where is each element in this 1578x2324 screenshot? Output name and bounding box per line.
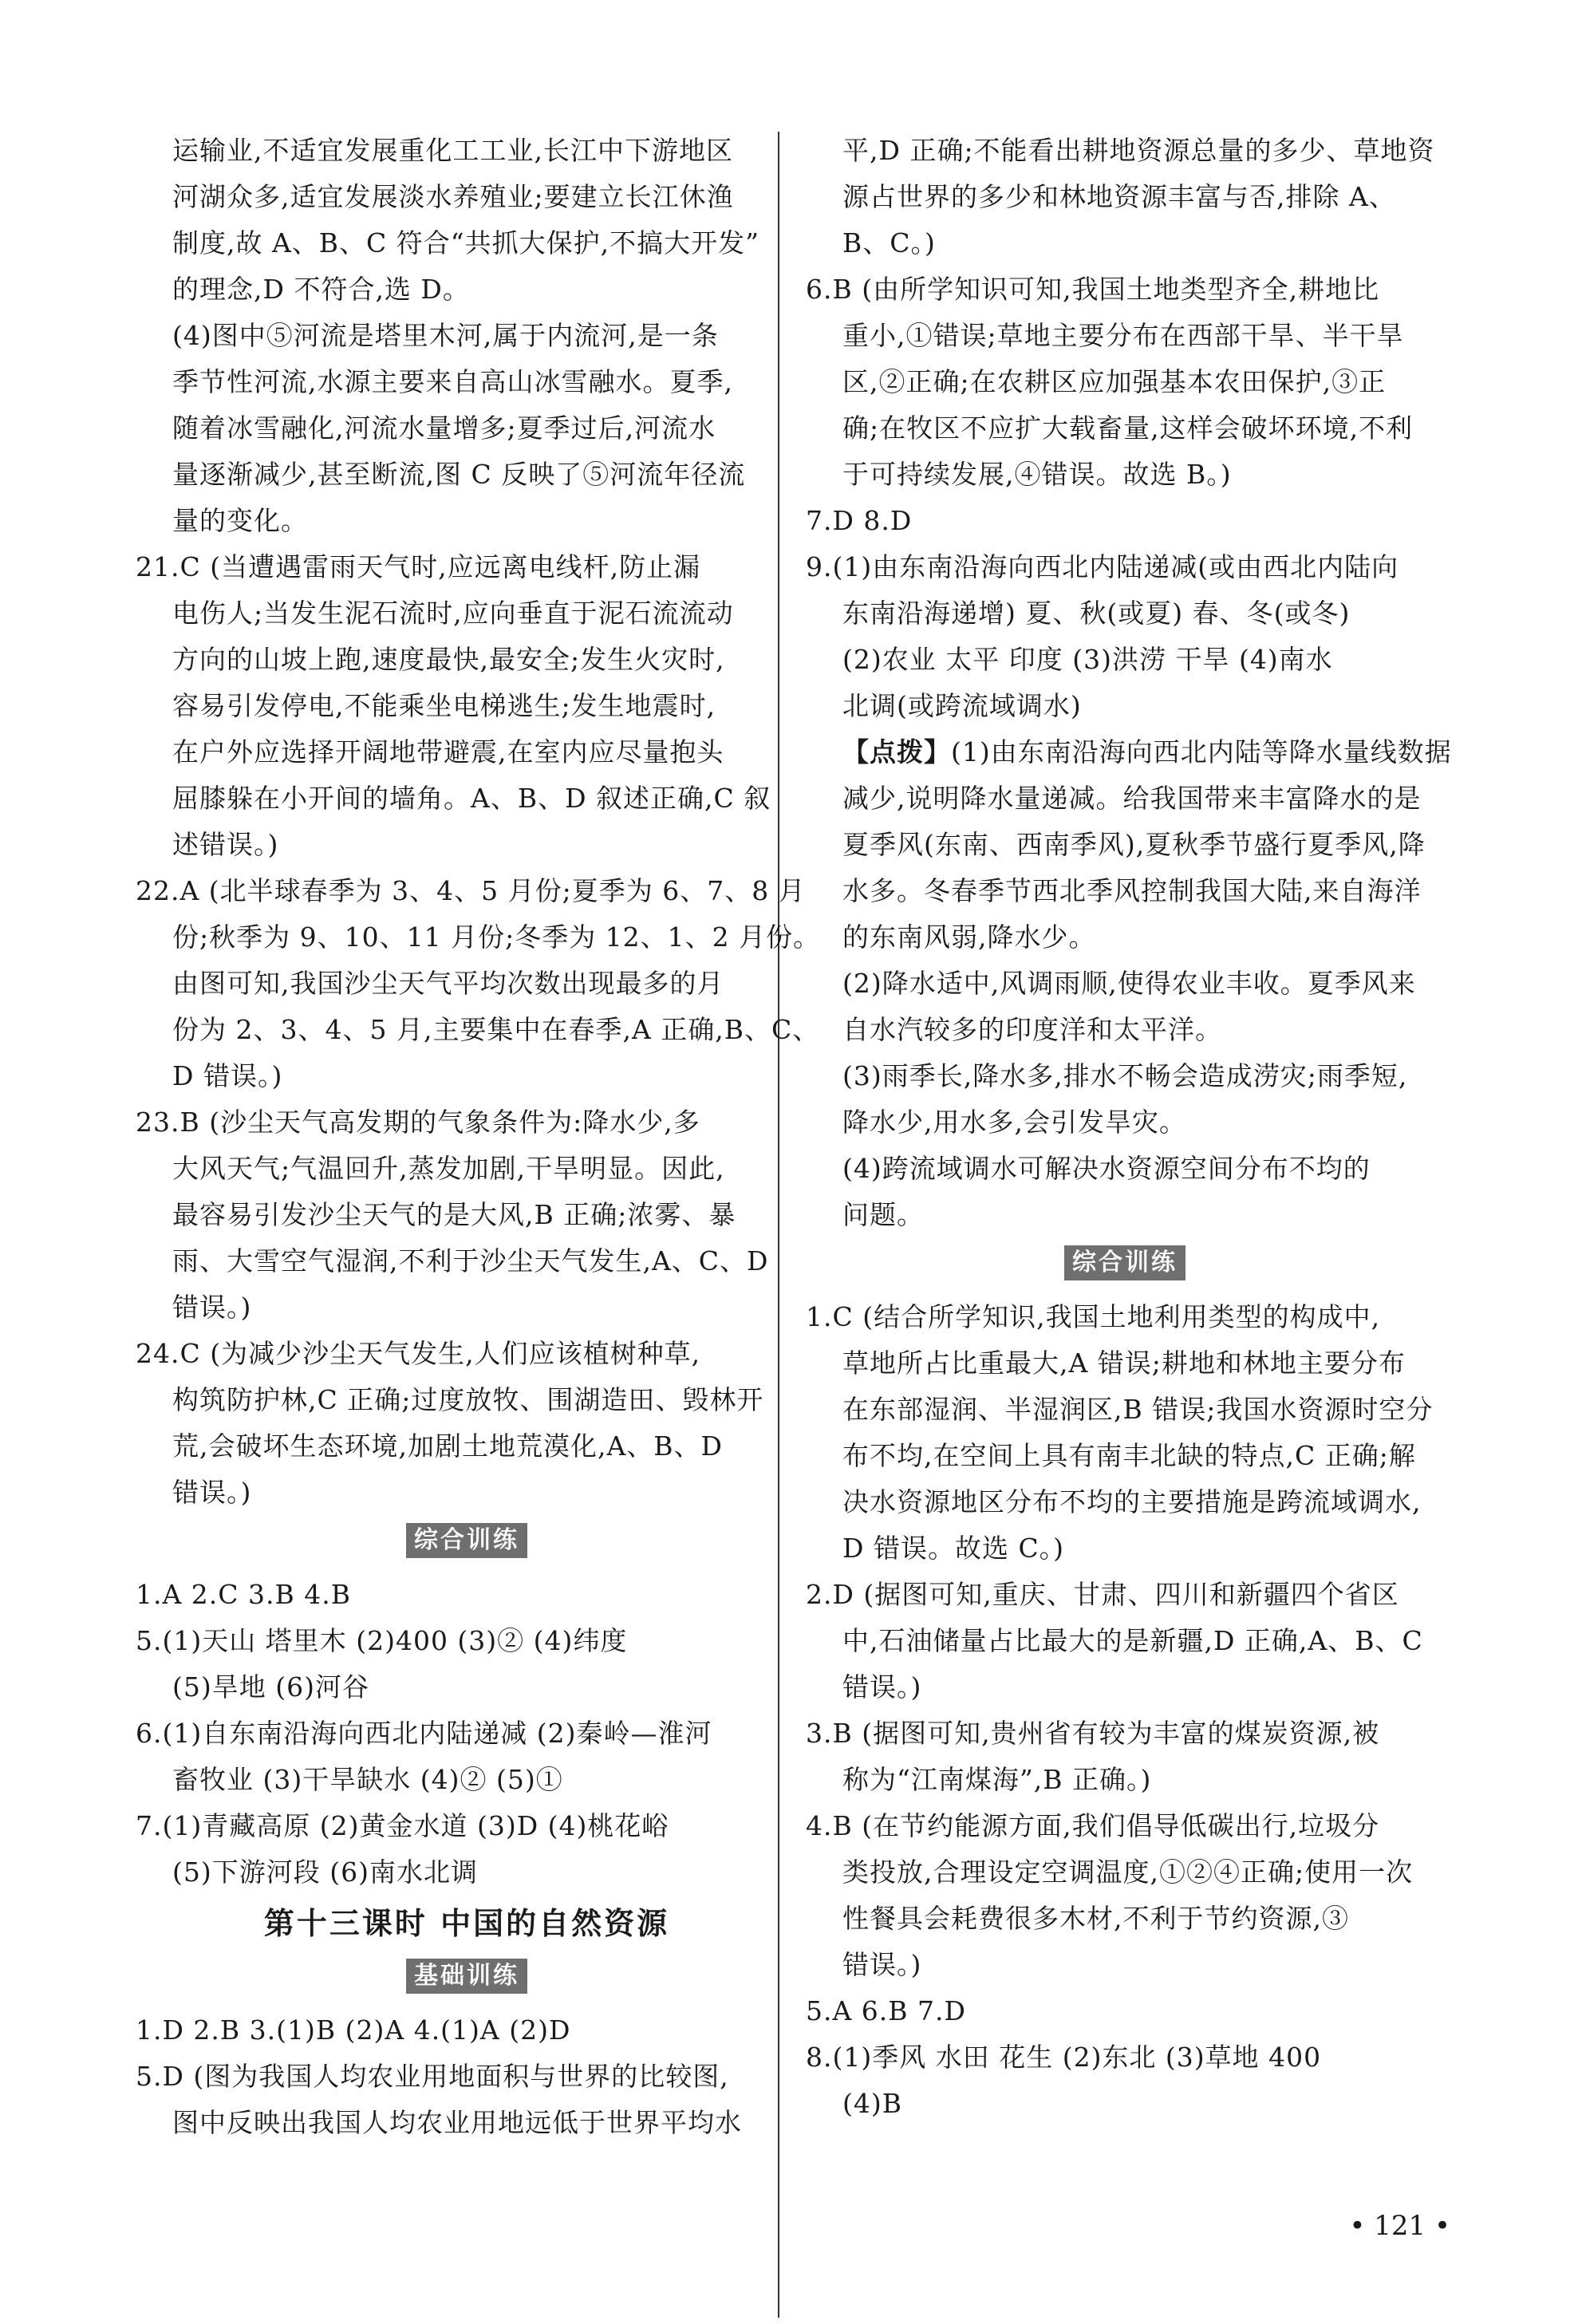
text-line: 8.(1)季风 水田 花生 (2)东北 (3)草地 400 bbox=[806, 2042, 1322, 2073]
left-answers-block-c bbox=[136, 2007, 798, 2146]
text-line: 最容易引发沙尘天气的是大风,B 正确;浓雾、暴 bbox=[172, 1199, 736, 1230]
text-line: 构筑防护林,C 正确;过度放牧、围湖造田、毁林开 bbox=[172, 1384, 764, 1415]
text-line: 季节性河流,水源主要来自高山冰雪融水。夏季, bbox=[172, 366, 733, 397]
tip-text: (1)由东南沿海向西北内陆等降水量线数据 bbox=[951, 736, 1452, 767]
text-line: 图中反映出我国人均农业用地远低于世界平均水 bbox=[172, 2107, 742, 2138]
text-line: 的东南风弱,降水少。 bbox=[842, 921, 1096, 953]
text-line: B、C。) bbox=[842, 227, 936, 258]
text-line: 5.(1)天山 塔里木 (2)400 (3)② (4)纬度 bbox=[136, 1625, 628, 1656]
right-column bbox=[806, 128, 1452, 2127]
text-line: 大风天气;气温回升,蒸发加剧,干旱明显。因此, bbox=[172, 1153, 725, 1184]
text-line: (2)降水适中,风调雨顺,使得农业丰收。夏季风来 bbox=[842, 968, 1416, 999]
right-answers-block-c bbox=[806, 1294, 1444, 2127]
text-line: 5.A 6.B 7.D bbox=[806, 1995, 966, 2026]
text-line: 4.B (在节约能源方面,我们倡导低碳出行,垃圾分 bbox=[806, 1810, 1380, 1841]
text-line: (2)农业 太平 印度 (3)洪涝 干旱 (4)南水 bbox=[842, 644, 1333, 675]
text-line: 问题。 bbox=[842, 1199, 924, 1230]
text-line: 份;秋季为 9、10、11 月份;冬季为 12、1、2 月份。 bbox=[172, 921, 821, 953]
text-line: (5)下游河段 (6)南水北调 bbox=[172, 1856, 478, 1888]
text-line: 1.A 2.C 3.B 4.B bbox=[136, 1579, 351, 1610]
text-line: 自水汽较多的印度洋和太平洋。 bbox=[842, 1014, 1222, 1045]
text-line: 由图可知,我国沙尘天气平均次数出现最多的月 bbox=[172, 968, 724, 999]
text-line: 类投放,合理设定空调温度,①②④正确;使用一次 bbox=[842, 1856, 1414, 1888]
text-line: 7.D 8.D bbox=[806, 505, 913, 536]
text-line: 东南沿海递增) 夏、秋(或夏) 春、冬(或冬) bbox=[842, 598, 1351, 629]
text-line: (3)雨季长,降水多,排水不畅会造成涝灾;雨季短, bbox=[842, 1060, 1408, 1091]
text-line: 方向的山坡上跑,速度最快,最安全;发生火灾时, bbox=[172, 644, 725, 675]
text-line: (5)旱地 (6)河谷 bbox=[172, 1671, 369, 1703]
text-line: (4)B bbox=[842, 2088, 902, 2119]
section-badge-basic: 基础训练 bbox=[406, 1959, 527, 1994]
page-number: • 121 • bbox=[1349, 2210, 1450, 2242]
text-line: 畜牧业 (3)干旱缺水 (4)② (5)① bbox=[172, 1764, 563, 1795]
lesson-title: 第十三课时 中国的自然资源 bbox=[263, 1906, 670, 1941]
text-line: 重小,①错误;草地主要分布在西部干旱、半干旱 bbox=[842, 320, 1404, 351]
text-line: 北调(或跨流域调水) bbox=[842, 690, 1082, 721]
text-line: 雨、大雪空气湿润,不利于沙尘天气发生,A、C、D bbox=[172, 1245, 769, 1276]
text-line: D 错误。故选 C。) bbox=[842, 1533, 1065, 1564]
section-badge-comprehensive: 综合训练 bbox=[406, 1523, 527, 1558]
text-line: 决水资源地区分布不均的主要措施是跨流域调水, bbox=[842, 1486, 1422, 1517]
text-line: 布不均,在空间上具有南丰北缺的特点,C 正确;解 bbox=[842, 1440, 1416, 1471]
tip-label: 【点拨】 bbox=[842, 736, 951, 767]
text-line: 水多。冬春季节西北季风控制我国大陆,来自海洋 bbox=[842, 875, 1422, 906]
left-answers-block-a bbox=[136, 128, 821, 1516]
text-line: 荒,会破坏生态环境,加剧土地荒漠化,A、B、D bbox=[172, 1430, 724, 1462]
text-line: 1.C (结合所学知识,我国土地利用类型的构成中, bbox=[806, 1301, 1381, 1332]
section-badge-comprehensive: 综合训练 bbox=[1064, 1245, 1185, 1280]
text-line: 在户外应选择开阔地带避震,在室内应尽量抱头 bbox=[172, 736, 724, 767]
text-line: 确;在牧区不应扩大载畜量,这样会破坏环境,不利 bbox=[842, 412, 1414, 444]
text-line: D 错误。) bbox=[172, 1060, 283, 1091]
text-line: 错误。) bbox=[842, 1671, 922, 1703]
text-line: 错误。) bbox=[172, 1477, 252, 1508]
text-line: 21.C (当遭遇雷雨天气时,应远离电线杆,防止漏 bbox=[136, 551, 701, 582]
text-line: 夏季风(东南、西南季风),夏秋季节盛行夏季风,降 bbox=[842, 829, 1426, 860]
text-line: 错误。) bbox=[172, 1292, 252, 1323]
left-column bbox=[136, 128, 821, 2146]
left-answers-block-b bbox=[136, 1572, 798, 1896]
tip-line bbox=[806, 729, 1452, 775]
text-line: 草地所占比重最大,A 错误;耕地和林地主要分布 bbox=[842, 1347, 1406, 1379]
text-line: 源占世界的多少和林地资源丰富与否,排除 A、 bbox=[842, 181, 1396, 212]
text-line: 电伤人;当发生泥石流时,应向垂直于泥石流流动 bbox=[172, 598, 734, 629]
text-line: 7.(1)青藏高原 (2)黄金水道 (3)D (4)桃花峪 bbox=[136, 1810, 669, 1841]
text-line: (4)跨流域调水可解决水资源空间分布不均的 bbox=[842, 1153, 1371, 1184]
text-line: 降水少,用水多,会引发旱灾。 bbox=[842, 1107, 1186, 1138]
text-line: 在东部湿润、半湿润区,B 错误;我国水资源时空分 bbox=[842, 1394, 1434, 1425]
text-line: (4)图中⑤河流是塔里木河,属于内流河,是一条 bbox=[172, 320, 719, 351]
text-line: 5.D (图为我国人均农业用地面积与世界的比较图, bbox=[136, 2061, 729, 2092]
text-line: 性餐具会耗费很多木材,不利于节约资源,③ bbox=[842, 1903, 1349, 1934]
text-line: 22.A (北半球春季为 3、4、5 月份;夏季为 6、7、8 月 bbox=[136, 875, 806, 906]
text-line: 容易引发停电,不能乘坐电梯逃生;发生地震时, bbox=[172, 690, 716, 721]
text-line: 于可持续发展,④错误。故选 B。) bbox=[842, 459, 1232, 490]
text-line: 称为“江南煤海”,B 正确。) bbox=[842, 1764, 1152, 1795]
text-line: 6.(1)自东南沿海向西北内陆递减 (2)秦岭—淮河 bbox=[136, 1718, 712, 1749]
text-line: 份为 2、3、4、5 月,主要集中在春季,A 正确,B、C、 bbox=[172, 1014, 820, 1045]
text-line: 23.B (沙尘天气高发期的气象条件为:降水少,多 bbox=[136, 1107, 700, 1138]
text-line: 24.C (为减少沙尘天气发生,人们应该植树种草, bbox=[136, 1338, 701, 1369]
text-line: 量逐渐减少,甚至断流,图 C 反映了⑤河流年径流 bbox=[172, 459, 746, 490]
text-line: 述错误。) bbox=[172, 829, 279, 860]
text-line: 平,D 正确;不能看出耕地资源总量的多少、草地资 bbox=[842, 135, 1435, 166]
text-line: 中,石油储量占比最大的是新疆,D 正确,A、B、C bbox=[842, 1625, 1423, 1656]
section-badge-wrap bbox=[136, 1956, 798, 2002]
text-line: 错误。) bbox=[842, 1949, 922, 1980]
text-line: 3.B (据图可知,贵州省有较为丰富的煤炭资源,被 bbox=[806, 1718, 1380, 1749]
text-line: 屈膝躲在小开间的墙角。A、B、D 叙述正确,C 叙 bbox=[172, 783, 771, 814]
text-line: 6.B (由所学知识可知,我国土地类型齐全,耕地比 bbox=[806, 274, 1380, 305]
text-line: 运输业,不适宜发展重化工工业,长江中下游地区 bbox=[172, 135, 733, 166]
text-line: 量的变化。 bbox=[172, 505, 308, 536]
text-line: 的理念,D 不符合,选 D。 bbox=[172, 274, 470, 305]
text-line: 1.D 2.B 3.(1)B (2)A 4.(1)A (2)D bbox=[136, 2014, 571, 2046]
text-line: 9.(1)由东南沿海向西北内陆递减(或由西北内陆向 bbox=[806, 551, 1399, 582]
text-line: 河湖众多,适宜发展淡水养殖业;要建立长江休渔 bbox=[172, 181, 734, 212]
text-line: 区,②正确;在农耕区应加强基本农田保护,③正 bbox=[842, 366, 1387, 397]
text-line: 制度,故 A、B、C 符合“共抓大保护,不搞大开发” bbox=[172, 227, 760, 258]
section-badge-wrap bbox=[136, 1521, 798, 1567]
right-answers-block-b bbox=[806, 775, 1444, 1238]
text-line: 随着冰雪融化,河流水量增多;夏季过后,河流水 bbox=[172, 412, 716, 444]
text-line: 2.D (据图可知,重庆、甘肃、四川和新疆四个省区 bbox=[806, 1579, 1399, 1610]
section-badge-wrap bbox=[806, 1243, 1444, 1289]
text-line: 减少,说明降水量递减。给我国带来丰富降水的是 bbox=[842, 783, 1422, 814]
right-answers-block-a bbox=[806, 128, 1444, 729]
